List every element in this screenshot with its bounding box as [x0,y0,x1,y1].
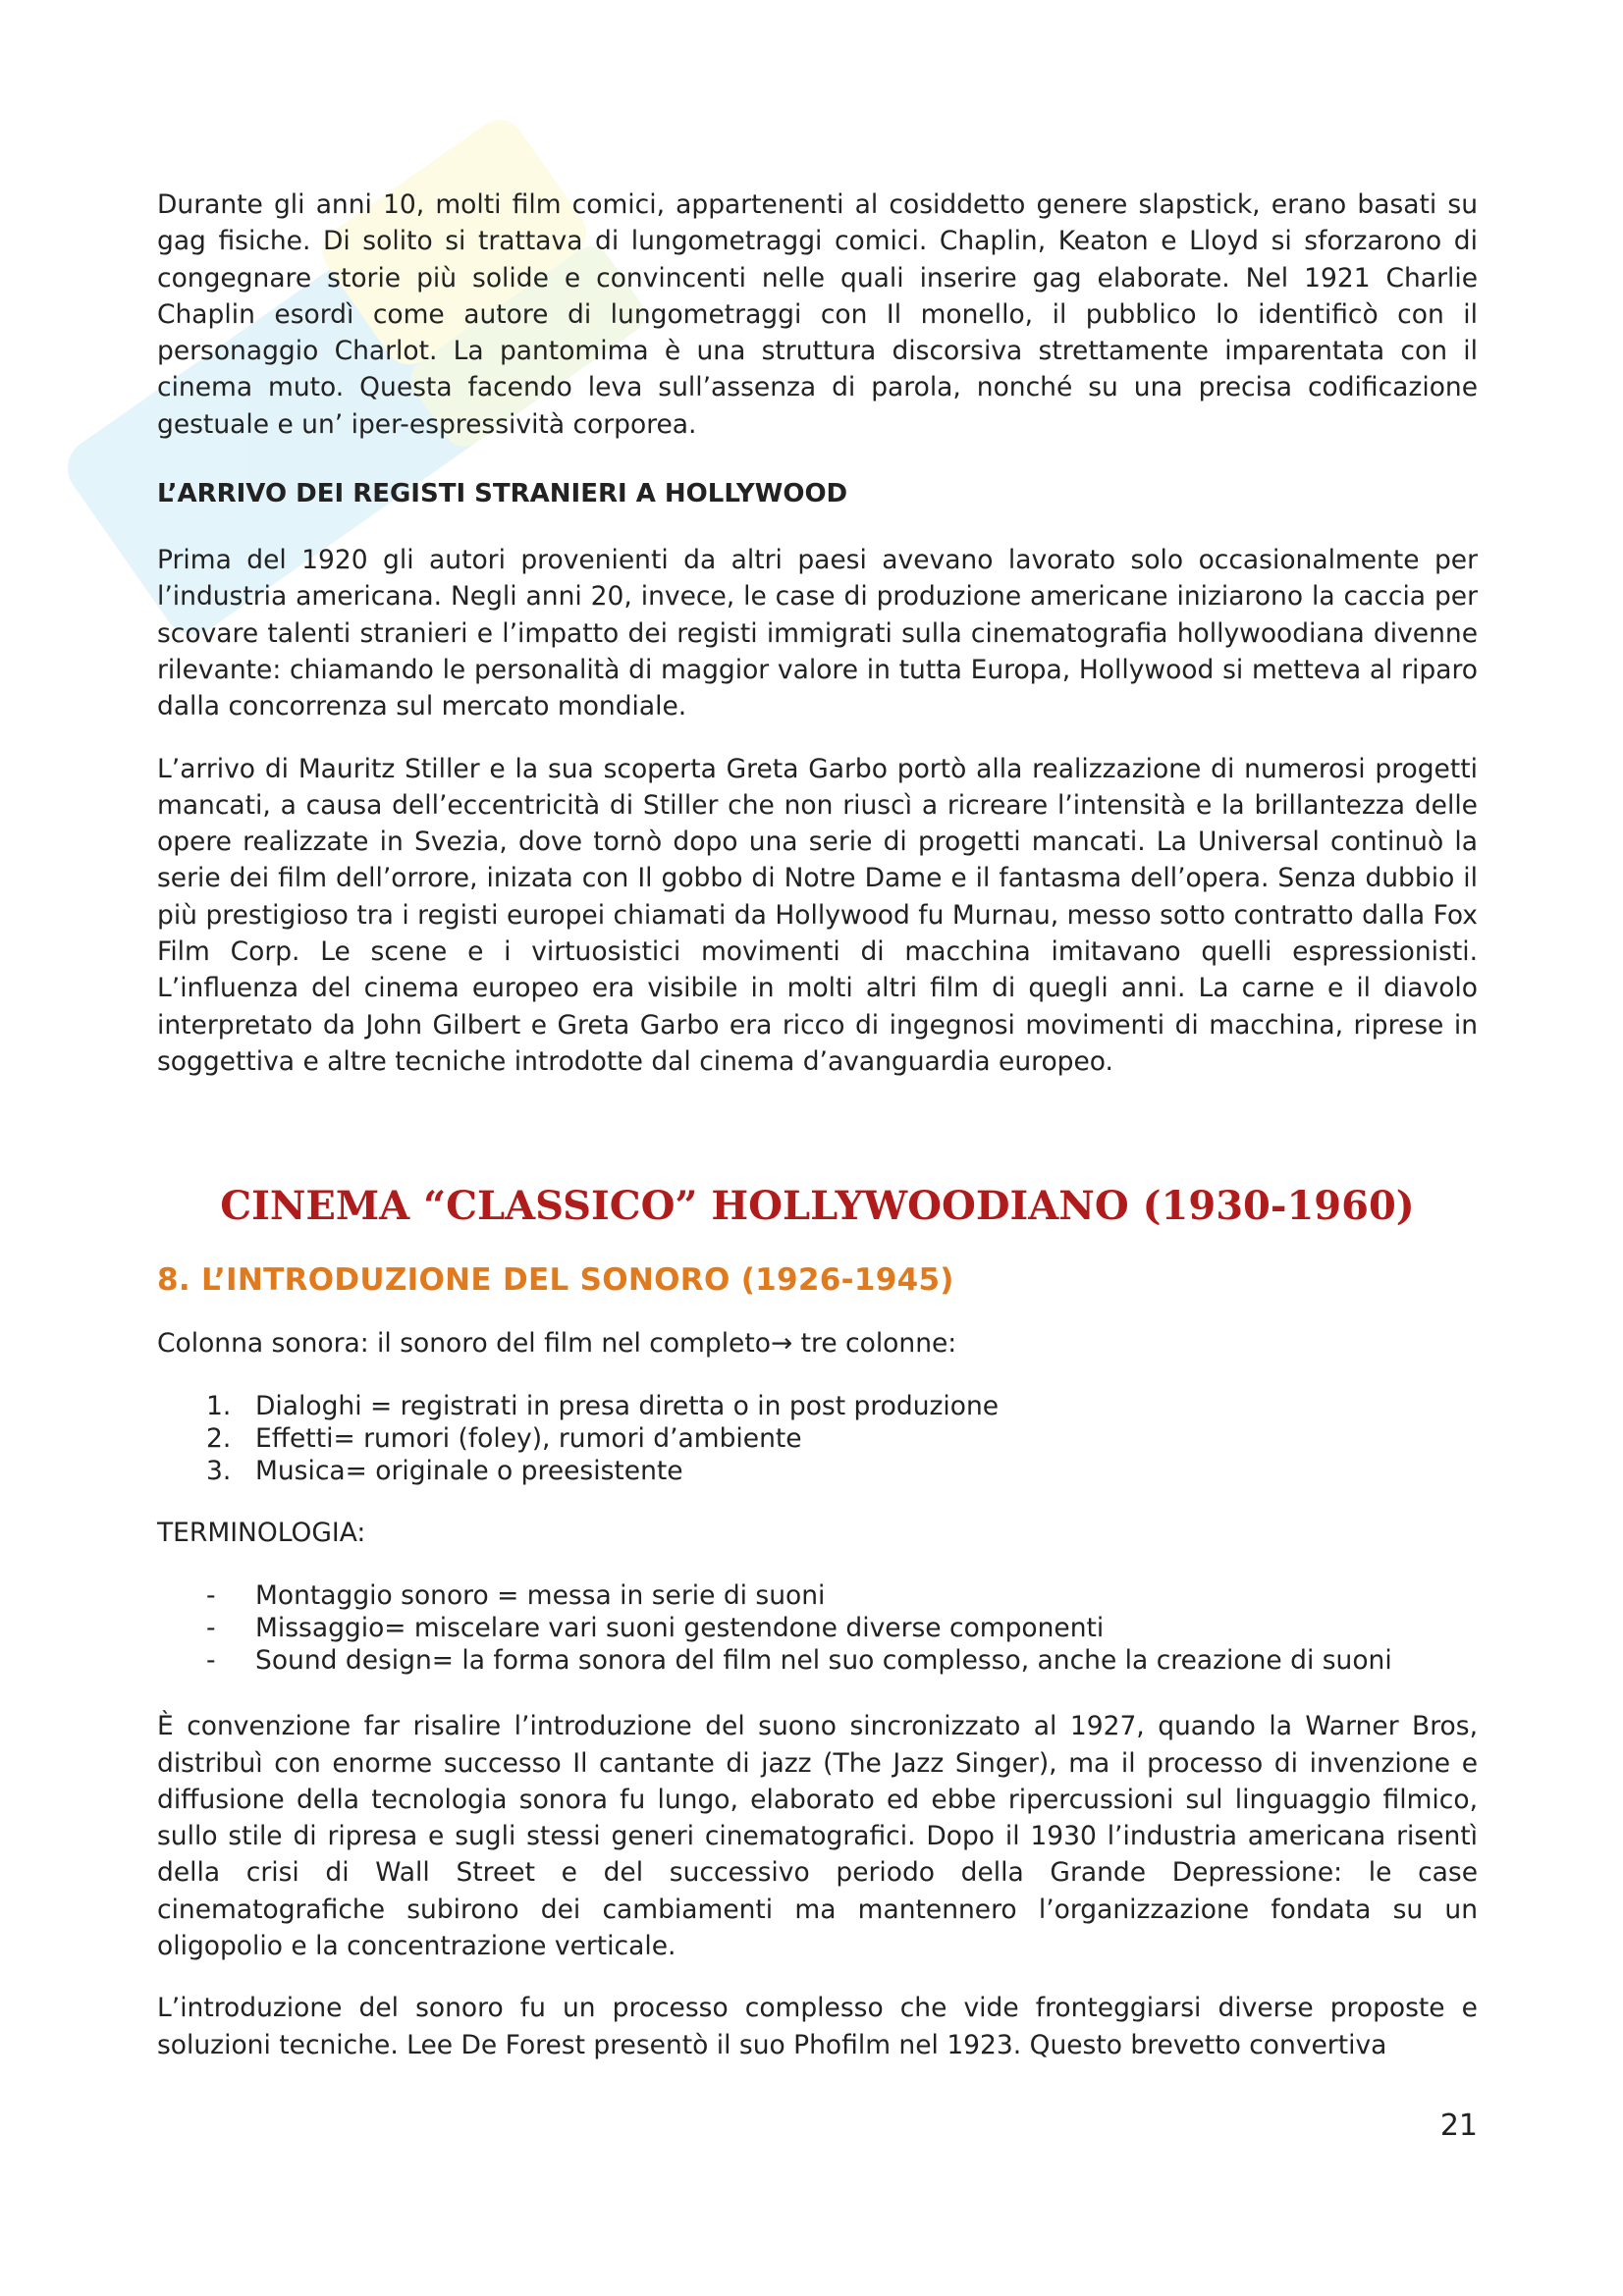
section-heading-registi-stranieri: L’ARRIVO DEI REGISTI STRANIERI A HOLLYWOOD [157,479,848,509]
colonna-sonora-text: Colonna sonora: il sonoro del film nel completo [157,1328,771,1360]
paragraph-introduzione-sonoro: L’introduzione del sonoro fu un processo complesso che vide fronteggiarsi diverse proposte e soluzioni tecniche. Lee De Forest presentò il suo Phofilm nel 1923. Questo brevetto convertiva [157,1993,1478,2060]
paragraph-stiller: L’arrivo di Mauritz Stiller e la sua scoperta Greta Garbo portò alla realizzazione di numerosi progetti mancati, a causa dell’eccentricità di Stiller che non riuscì a ricreare l’intensità e la brillantezza delle opere realizzate in Svezia, dove tornò dopo una serie di progetti mancati. La Universal continuò la serie dei film dell’orrore, inizata con Il gobbo di Notre Dame e il fantasma dell’opera. Senza dubbio il più prestigioso tra i registi europei chiamati da Hollywood fu Murnau, messo sotto contratto dalla Fox Film Corp. Le scene e i virtuosistici movimenti di macchina imitavano quelli espressionisti. L’influenza del cinema europeo era visibile in molti altri film di quegli anni. La carne e il diavolo interpretato da John Gilbert e Greta Garbo era ricco di ingegnosi movimenti di macchina, riprese in soggettiva e altre tecniche introdotte dal cinema d’avanguardia europeo. [157,753,1478,1077]
list-item-text: Missaggio= miscelare vari suoni gestendone diverse componenti [255,1613,1105,1644]
arrow-icon: → [770,1328,793,1360]
terminologia-heading: TERMINOLOGIA: [157,1518,366,1549]
numbered-list [157,1390,1478,1487]
list-marker: 1. [206,1391,232,1422]
list-item-text: Montaggio sonoro = messa in serie di suoni [255,1580,826,1612]
list-marker: 2. [206,1423,232,1455]
page-content [157,187,1478,2063]
list-marker: - [206,1645,216,1677]
list-marker: - [206,1613,216,1644]
list-item-text: Musica= originale o preesistente [255,1456,683,1487]
list-item-text: Effetti= rumori (foley), rumori d’ambiente [255,1423,802,1455]
paragraph-slapstick: Durante gli anni 10, molti film comici, appartenenti al cosiddetto genere slapstick, erano basati su gag fisiche. Di solito si trattava di lungometraggi comici. Chaplin, Keaton e Lloyd si sforzarono di congegnare storie più solide e convincenti nelle quali inserire gag elaborate. Nel 1921 Charlie Chaplin esordì come autore di lungometraggi con Il monello, il pubblico lo identificò con il personaggio Charlot. La pantomima è una struttura discorsiva strettamente imparentata con il cinema muto. Questa facendo leva sull’assenza di parola, nonché su una precisa codificazione gestuale e un’ iper-espressività corporea. [157,189,1478,440]
colonna-sonora-line [157,1327,1478,1361]
list-item [157,1612,1478,1644]
list-marker: 3. [206,1456,232,1487]
paragraph-autori-stranieri: Prima del 1920 gli autori provenienti da altri paesi avevano lavorato solo occasionalmente per l’industria americana. Negli anni 20, invece, le case di produzione americane iniziarono la caccia per scovare talenti stranieri e l’impatto dei registi immigrati sulla cinematografia hollywoodiana divenne rilevante: chiamando le personalità di maggior valore in tutta Europa, Hollywood si metteva al riparo dalla concorrenza sul mercato mondiale. [157,545,1478,722]
colonna-sonora-end: tre colonne: [792,1328,957,1360]
subchapter-title: 8. L’INTRODUZIONE DEL SONORO (1926-1945) [157,1262,954,1299]
list-item-text: Sound design= la forma sonora del film nel suo complesso, anche la creazione di suoni [255,1645,1392,1677]
paragraph-jazz-singer: È convenzione far risalire l’introduzione del suono sincronizzato al 1927, quando la Warner Bros, distribuì con enorme successo Il cantante di jazz (The Jazz Singer), ma il processo di invenzione e diffusione della tecnologia sonora fu lungo, elaborato ed ebbe ripercussioni sul linguaggio filmico, sullo stile di ripresa e sugli stessi generi cinematografici. Dopo il 1930 l’industria americana risentì della crisi di Wall Street e del successivo periodo della Grande Depressione: le case cinematografiche subirono dei cambiamenti ma mantennero l’organizzazione fondata su un oligopolio e la concentrazione verticale. [157,1711,1478,1962]
list-item [157,1579,1478,1612]
list-item [157,1644,1478,1677]
page-number: 21 [1439,2109,1478,2143]
list-item-text: Dialoghi = registrati in presa diretta o in post produzione [255,1391,1000,1422]
list-item [157,1455,1478,1487]
list-item [157,1422,1478,1455]
list-item [157,1390,1478,1422]
list-marker: - [206,1580,216,1612]
dash-list [157,1579,1478,1677]
chapter-title: CINEMA “CLASSICO” HOLLYWOODIANO (1930-1960) [220,1183,1415,1230]
